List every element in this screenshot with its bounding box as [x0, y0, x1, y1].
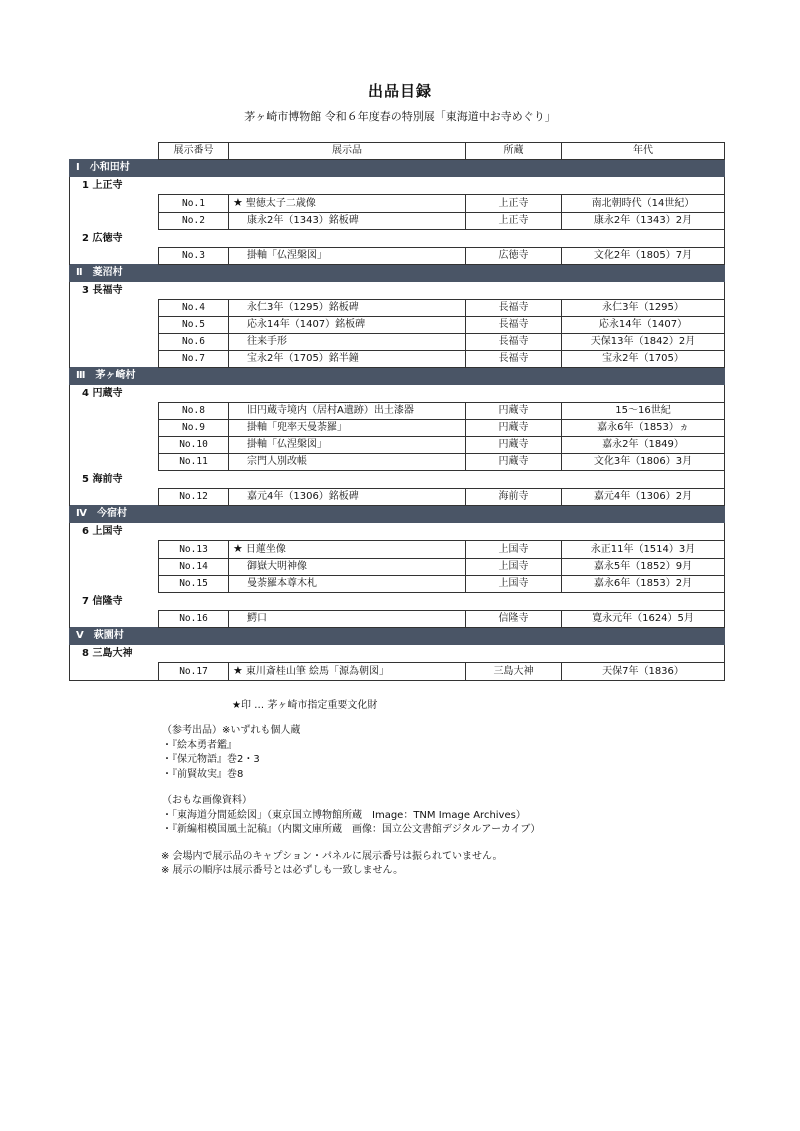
exhibit-era: 永仁3年（1295）	[562, 300, 725, 317]
temple-name: 2 広徳寺	[70, 230, 725, 248]
exhibit-item	[229, 454, 466, 471]
reference-heading: （参考出品）※いずれも個人蔵	[162, 725, 301, 736]
exhibit-era: 天保13年（1842）2月	[562, 334, 725, 351]
exhibit-era: 嘉永6年（1853）ヵ	[562, 420, 725, 437]
table-row	[70, 300, 725, 317]
exhibit-era: 寛永元年（1624）5月	[562, 611, 725, 628]
exhibit-era: 宝永2年（1705）	[562, 351, 725, 368]
exhibit-item	[229, 437, 466, 454]
header-item: 展示品	[229, 143, 466, 160]
exhibit-item	[229, 611, 466, 628]
temple-row	[70, 282, 725, 300]
table-row	[70, 420, 725, 437]
exhibit-item-label: 東川斎桂山筆 絵馬「源為朝図」	[245, 666, 390, 677]
exhibit-item	[229, 317, 466, 334]
exhibit-item-label: 掛軸「兜率天曼荼羅」	[247, 422, 347, 433]
exhibit-number: No.14	[159, 559, 229, 576]
header-era: 年代	[562, 143, 725, 160]
exhibit-era: 康永2年（1343）2月	[562, 213, 725, 230]
village-row	[70, 506, 725, 523]
table-row	[70, 437, 725, 454]
table-row	[70, 576, 725, 593]
exhibit-number: No.9	[159, 420, 229, 437]
village-name: Ⅱ 菱沼村	[70, 265, 725, 282]
temple-name: 1 上正寺	[70, 177, 725, 195]
village-row	[70, 368, 725, 385]
exhibit-item-label: 宝永2年（1705）銘半鐘	[247, 353, 359, 364]
exhibit-number: No.7	[159, 351, 229, 368]
exhibit-owner: 三島大神	[466, 663, 562, 681]
exhibit-item	[229, 248, 466, 265]
exhibit-item	[229, 195, 466, 213]
exhibit-number: No.16	[159, 611, 229, 628]
exhibit-item	[229, 576, 466, 593]
temple-name: 3 長福寺	[70, 282, 725, 300]
exhibit-era: 天保7年（1836）	[562, 663, 725, 681]
exhibit-number: No.11	[159, 454, 229, 471]
exhibit-item-label: 御嶽大明神像	[247, 561, 307, 572]
village-row	[70, 160, 725, 177]
table-row	[70, 213, 725, 230]
remark: ※ 会場内で展示品のキャプション・パネルに展示番号は振られていません。	[161, 850, 503, 862]
exhibit-number: No.5	[159, 317, 229, 334]
exhibit-item	[229, 300, 466, 317]
exhibit-item-label: 康永2年（1343）銘板碑	[247, 215, 359, 226]
reference-item: ・『前賢故実』巻8	[162, 768, 244, 780]
exhibit-owner: 上国寺	[466, 541, 562, 559]
exhibit-owner: 上国寺	[466, 559, 562, 576]
temple-row	[70, 385, 725, 403]
exhibit-item-label: 嘉元4年（1306）銘板碑	[247, 491, 359, 502]
exhibit-item	[229, 213, 466, 230]
header-owner: 所蔵	[466, 143, 562, 160]
temple-row	[70, 645, 725, 663]
village-row	[70, 628, 725, 645]
header-no: 展示番号	[159, 143, 229, 160]
catalog-body	[70, 160, 725, 681]
temple-name: 6 上国寺	[70, 523, 725, 541]
exhibit-owner: 上国寺	[466, 576, 562, 593]
temple-name: 4 円蔵寺	[70, 385, 725, 403]
exhibit-item-label: 掛軸「仏涅槃図」	[247, 250, 327, 261]
exhibit-item	[229, 489, 466, 506]
exhibit-item-label: 応永14年（1407）銘板碑	[247, 319, 366, 330]
exhibit-item	[229, 351, 466, 368]
exhibit-owner: 海前寺	[466, 489, 562, 506]
exhibit-owner: 長福寺	[466, 334, 562, 351]
exhibit-era: 永正11年（1514）3月	[562, 541, 725, 559]
exhibit-era: 南北朝時代（14世紀）	[562, 195, 725, 213]
exhibit-era: 嘉永5年（1852）9月	[562, 559, 725, 576]
star-icon: ★	[233, 542, 243, 555]
table-row	[70, 351, 725, 368]
table-row	[70, 403, 725, 420]
village-name: Ⅴ 萩園村	[70, 628, 725, 645]
remark: ※ 展示の順序は展示番号とは必ずしも一致しません。	[161, 865, 404, 876]
exhibit-item	[229, 663, 466, 681]
exhibit-owner: 円蔵寺	[466, 420, 562, 437]
exhibit-number: No.8	[159, 403, 229, 420]
table-row	[70, 559, 725, 576]
exhibit-number: No.6	[159, 334, 229, 351]
table-row	[70, 195, 725, 213]
exhibit-era: 嘉元4年（1306）2月	[562, 489, 725, 506]
reference-item: ・『絵本勇者鑑』	[162, 739, 237, 751]
village-name: Ⅳ 今宿村	[70, 506, 725, 523]
image-source-item: ・「東海道分間延絵図」（東京国立博物館所蔵 Image：TNM Image Archives）	[162, 809, 526, 821]
exhibit-owner: 長福寺	[466, 351, 562, 368]
table-row	[70, 541, 725, 559]
table-row	[70, 489, 725, 506]
star-icon: ★	[233, 196, 243, 209]
temple-row	[70, 471, 725, 489]
table-header-row	[70, 143, 725, 160]
exhibit-number: No.1	[159, 195, 229, 213]
exhibit-item-label: 曼荼羅本尊木札	[247, 578, 317, 589]
exhibit-era: 文化3年（1806）3月	[562, 454, 725, 471]
exhibit-owner: 広徳寺	[466, 248, 562, 265]
exhibit-number: No.12	[159, 489, 229, 506]
exhibit-item	[229, 420, 466, 437]
exhibit-number: No.13	[159, 541, 229, 559]
image-source-item: ・『新編相模国風土記稿』（内閣文庫所蔵 画像：国立公文書館デジタルアーカイブ）	[162, 824, 541, 835]
exhibit-item-label: 宗門人別改帳	[247, 456, 307, 467]
exhibit-number: No.10	[159, 437, 229, 454]
exhibit-number: No.15	[159, 576, 229, 593]
village-name: Ⅲ 茅ヶ崎村	[70, 368, 725, 385]
exhibit-item	[229, 403, 466, 420]
temple-row	[70, 177, 725, 195]
designation-note: ★印 … 茅ヶ崎市指定重要文化財	[232, 700, 378, 711]
reference-item: ・『保元物語』巻2・3	[162, 754, 260, 765]
exhibit-item-label: 往来手形	[247, 336, 287, 347]
village-name: Ⅰ 小和田村	[70, 160, 725, 177]
exhibit-era: 文化2年（1805）7月	[562, 248, 725, 265]
exhibit-number: No.2	[159, 213, 229, 230]
table-row	[70, 611, 725, 628]
exhibit-owner: 上正寺	[466, 195, 562, 213]
table-row	[70, 454, 725, 471]
temple-name: 8 三島大神	[70, 645, 725, 663]
exhibit-item-label: 鰐口	[247, 613, 267, 624]
exhibit-item-label: 聖徳太子二歳像	[245, 198, 316, 209]
star-icon: ★	[233, 664, 243, 677]
temple-name: 7 信隆寺	[70, 593, 725, 611]
temple-name: 5 海前寺	[70, 471, 725, 489]
exhibit-number: No.3	[159, 248, 229, 265]
exhibit-owner: 長福寺	[466, 300, 562, 317]
temple-row	[70, 523, 725, 541]
exhibit-owner: 長福寺	[466, 317, 562, 334]
temple-row	[70, 593, 725, 611]
exhibit-owner: 信隆寺	[466, 611, 562, 628]
table-row	[70, 317, 725, 334]
page-title: 出品目録	[367, 82, 432, 100]
village-row	[70, 265, 725, 282]
exhibit-owner: 円蔵寺	[466, 454, 562, 471]
image-source-heading: （おもな画像資料）	[162, 795, 252, 806]
exhibit-number: No.4	[159, 300, 229, 317]
exhibit-item	[229, 559, 466, 576]
exhibit-item	[229, 334, 466, 351]
exhibit-era: 嘉永6年（1853）2月	[562, 576, 725, 593]
exhibit-item-label: 旧円蔵寺境内（居村A遺跡）出土漆器	[247, 405, 414, 416]
exhibit-era: 嘉永2年（1849）	[562, 437, 725, 454]
exhibit-era: 15～16世紀	[562, 403, 725, 420]
exhibit-item-label: 日蓮坐像	[245, 544, 286, 555]
exhibit-era: 応永14年（1407）	[562, 317, 725, 334]
page-subtitle: 茅ヶ崎市博物館 令和６年度春の特別展「東海道中お寺めぐり」	[244, 110, 556, 123]
exhibit-item-label: 掛軸「仏涅槃図」	[247, 439, 327, 450]
table-row	[70, 663, 725, 681]
exhibit-owner: 円蔵寺	[466, 403, 562, 420]
exhibit-item	[229, 541, 466, 559]
table-row	[70, 248, 725, 265]
exhibit-owner: 上正寺	[466, 213, 562, 230]
reference-section	[162, 724, 540, 879]
table-row	[70, 334, 725, 351]
exhibit-owner: 円蔵寺	[466, 437, 562, 454]
catalog-table	[69, 142, 725, 681]
exhibit-item-label: 永仁3年（1295）銘板碑	[247, 302, 359, 313]
temple-row	[70, 230, 725, 248]
exhibit-number: No.17	[159, 663, 229, 681]
